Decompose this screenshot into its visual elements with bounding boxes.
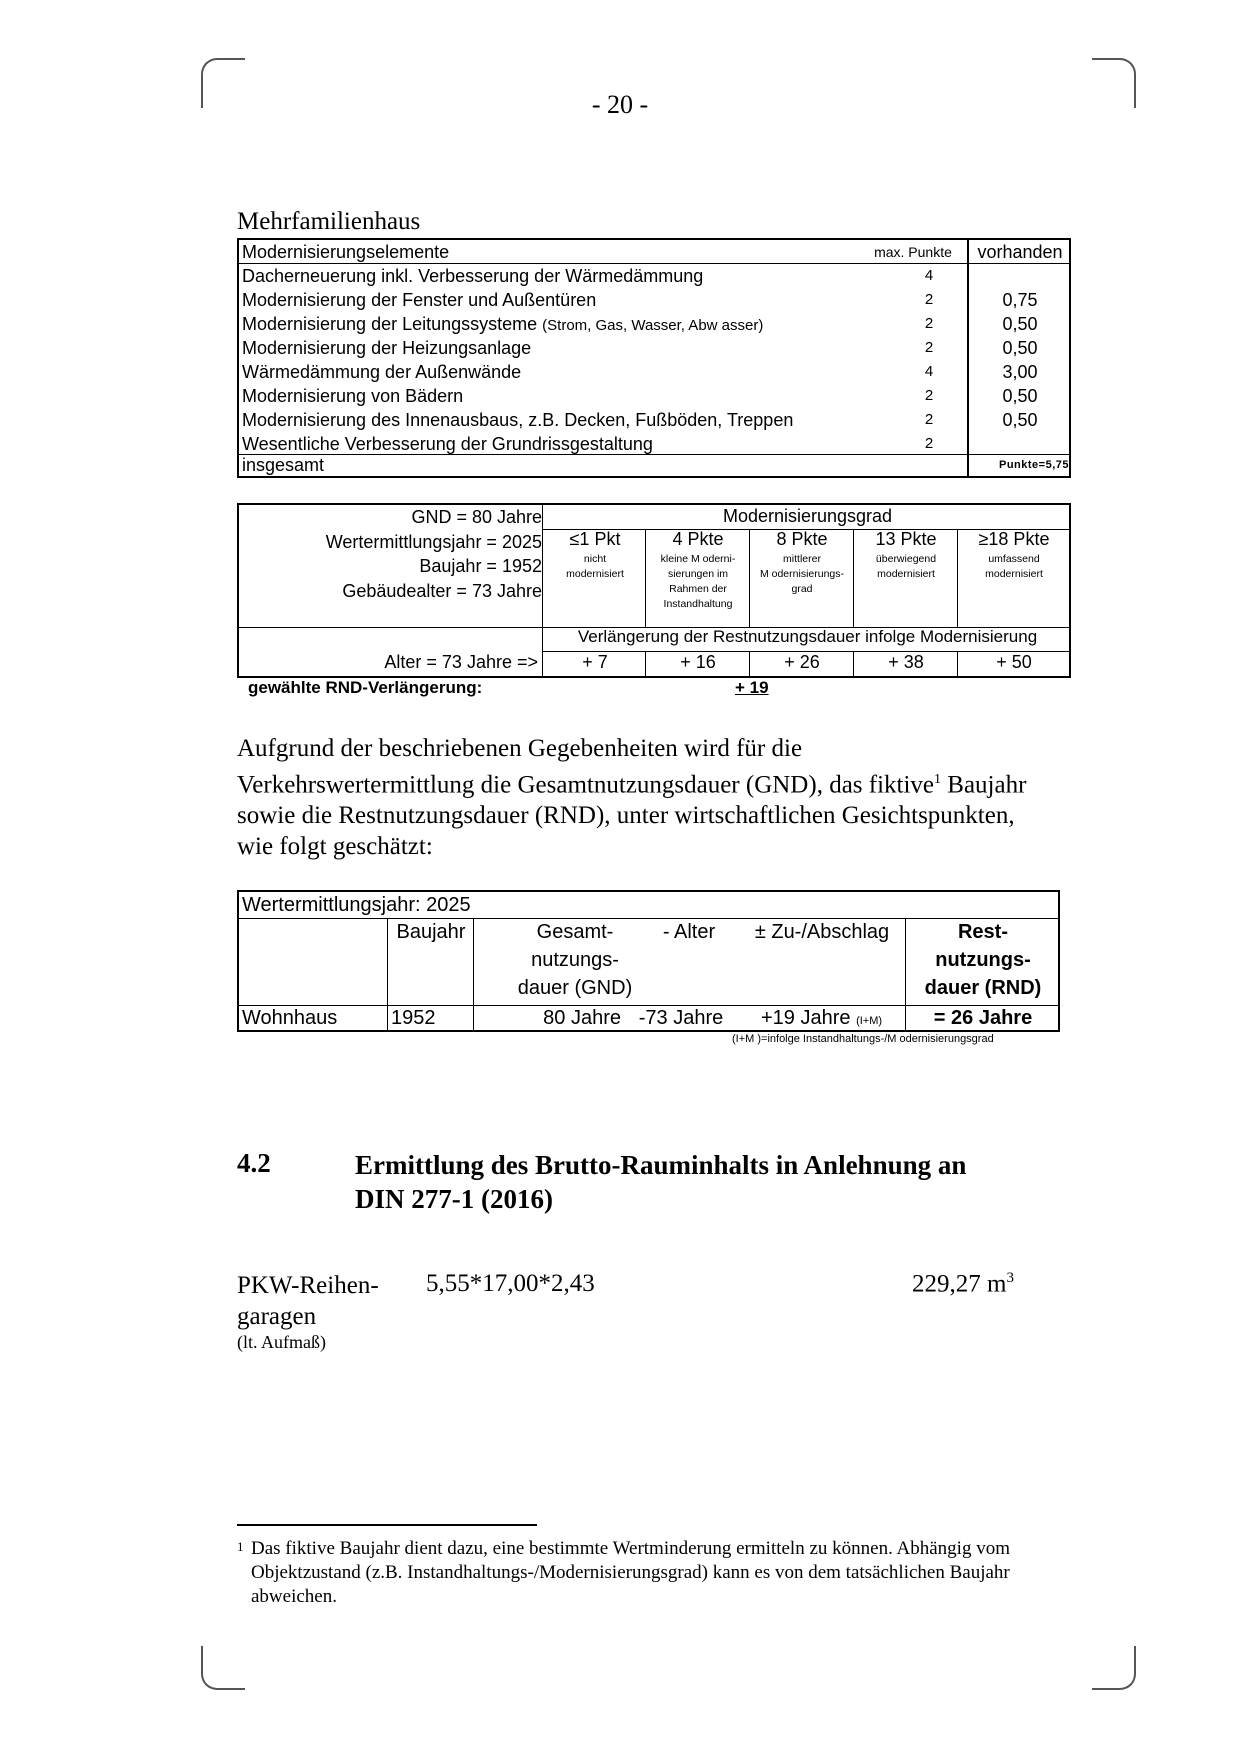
- header-gnd-line: nutzungs-: [531, 949, 619, 971]
- extension-value: + 16: [680, 652, 716, 672]
- header-rnd-line: dauer (RND): [924, 977, 1042, 999]
- level-desc-line: M odernisierungs-: [759, 568, 845, 580]
- level-desc-line: modernisiert: [566, 568, 624, 580]
- paragraph-text: Aufgrund der beschriebenen Gegebenheiten wird für die Verkehrswertermittlung die Gesamtnutzungsdauer (GND), das fiktive: [237, 735, 935, 799]
- total-row: [239, 453, 1069, 477]
- row-label: Wesentliche Verbesserung der Grundrissgestaltung: [242, 434, 653, 454]
- row-present: 0,50: [1002, 386, 1038, 406]
- section-number: 4.2: [237, 1148, 271, 1178]
- level-desc-line: grad: [791, 583, 813, 595]
- table-footnote: (I+M )=infolge Instandhaltungs-/M odernisierungsgrad: [732, 1033, 994, 1045]
- level-desc-line: überwiegend: [875, 553, 937, 565]
- level-desc-line: modernisiert: [985, 568, 1043, 580]
- calc-source: (lt. Aufmaß): [237, 1332, 326, 1352]
- header-rnd: [907, 918, 1059, 1002]
- row-max-points: 2: [924, 339, 934, 356]
- explanation-paragraph: [237, 733, 1037, 862]
- age-label: Alter = 73 Jahre =>: [384, 652, 538, 672]
- level-desc-line: kleine M oderni-: [660, 553, 736, 565]
- row-present: 0,75: [1002, 290, 1038, 310]
- extension-value: + 50: [996, 652, 1032, 672]
- level-points: ≤1 Pkt: [569, 529, 621, 549]
- level-desc-line: Instandhaltung: [663, 598, 733, 610]
- table-row: [239, 288, 1069, 312]
- building-info: [239, 505, 542, 603]
- building-type-title: Mehrfamilienhaus: [237, 208, 421, 235]
- total-points: Punkte=5,75: [998, 459, 1069, 471]
- chosen-extension-value: + 19: [735, 678, 769, 697]
- row-label: [242, 312, 763, 338]
- footnote-rule: [237, 1524, 537, 1526]
- info-building-age: Gebäudealter = 73 Jahre: [342, 580, 542, 601]
- level-points: 13 Pkte: [875, 529, 937, 549]
- section-title-line: Ermittlung des Brutto-Rauminhalts in Anlehnung an: [355, 1150, 967, 1180]
- level-description: [647, 552, 749, 612]
- row-gnd: 80 Jahre: [543, 1007, 621, 1029]
- column-divider: [749, 651, 750, 676]
- extension-value: + 38: [888, 652, 924, 672]
- section-title: [355, 1148, 1055, 1216]
- extension-value: + 7: [582, 652, 608, 672]
- calc-result-value: 229,27 m: [912, 1270, 1007, 1298]
- extension-title: Verlängerung der Restnutzungsdauer infolge Modernisierung: [577, 627, 1038, 646]
- footnote-marker: 1: [934, 772, 942, 787]
- row-present: 3,00: [1002, 362, 1038, 382]
- column-divider: [957, 651, 958, 676]
- header-baujahr: Baujahr: [396, 921, 466, 943]
- row-max-points: 2: [924, 291, 934, 308]
- footnote: [237, 1537, 1067, 1609]
- calc-label-line: PKW-Reihen-: [237, 1272, 379, 1299]
- row-label: Wärmedämmung der Außenwände: [242, 362, 522, 382]
- column-divider: [749, 529, 750, 627]
- header-rnd-line: nutzungs-: [935, 949, 1031, 971]
- row-adjustment: [761, 1004, 882, 1035]
- row-max-points: 2: [924, 387, 934, 404]
- chosen-extension-label: gewählte RND-Verlängerung:: [248, 678, 483, 697]
- header-max-points: max. Punkte: [874, 244, 952, 260]
- info-gnd: GND = 80 Jahre: [411, 507, 542, 527]
- header-age: - Alter: [662, 921, 716, 943]
- level-desc-line: modernisiert: [877, 568, 935, 580]
- row-baujahr: 1952: [391, 1007, 436, 1029]
- column-divider: [905, 918, 906, 1030]
- row-max-points: 4: [924, 363, 934, 380]
- valuation-year-title: Wertermittlungsjahr: 2025: [242, 894, 471, 916]
- column-divider: [853, 651, 854, 676]
- header-adjustment: ± Zu-/Abschlag: [754, 921, 890, 943]
- level-description: [544, 552, 646, 582]
- table-row: [239, 384, 1069, 408]
- column-divider: [957, 529, 958, 627]
- calc-result-unit-exponent: 3: [1006, 1270, 1014, 1286]
- column-divider: [473, 918, 474, 1030]
- row-adjustment-note: (I+M): [856, 1015, 883, 1027]
- header-present: vorhanden: [977, 242, 1063, 262]
- row-max-points: 4: [924, 267, 934, 284]
- crop-mark-bottom-left: [201, 1646, 245, 1690]
- modernization-degree-title: Modernisierungsgrad: [722, 506, 893, 526]
- total-label: insgesamt: [242, 455, 325, 475]
- level-desc-line: mittlerer: [783, 553, 821, 565]
- remaining-useful-life-table: [237, 890, 1060, 1032]
- row-present: 0,50: [1002, 314, 1038, 334]
- row-label: Modernisierung von Bädern: [242, 386, 464, 406]
- table-row: [239, 312, 1069, 336]
- row-label: Modernisierung der Fenster und Außentüren: [242, 290, 597, 310]
- row-present: 0,50: [1002, 410, 1038, 430]
- extension-value: + 26: [784, 652, 820, 672]
- section-title-line: DIN 277-1 (2016): [355, 1184, 553, 1214]
- info-valuation-year: Wertermittlungsjahr = 2025: [325, 531, 542, 552]
- level-desc-line: umfassend: [988, 553, 1040, 565]
- column-divider: [853, 529, 854, 627]
- row-present: 0,50: [1002, 338, 1038, 358]
- footnote-number: 1: [237, 1539, 244, 1554]
- header-rnd-line: Rest-: [957, 921, 1008, 943]
- calc-result: [912, 1270, 1014, 1298]
- row-label-note: (Strom, Gas, Wasser, Abw asser): [542, 317, 764, 334]
- level-description: [959, 552, 1069, 582]
- table-row: [239, 360, 1069, 384]
- row-max-points: 2: [924, 435, 934, 452]
- header-gnd-line: Gesamt-: [536, 921, 614, 943]
- calc-label: [237, 1270, 379, 1332]
- info-construction-year: Baujahr = 1952: [419, 556, 542, 576]
- column-divider: [387, 918, 388, 1030]
- level-description: [855, 552, 957, 582]
- row-label: Modernisierung der Heizungsanlage: [242, 338, 532, 358]
- modernization-points-table: [237, 238, 1071, 478]
- row-max-points: 2: [924, 411, 934, 428]
- level-desc-line: nicht: [583, 553, 607, 565]
- row-label-main: Modernisierung der Leitungssysteme: [242, 314, 538, 334]
- row-rnd: = 26 Jahre: [933, 1007, 1033, 1029]
- row-adjustment-value: +19 Jahre: [761, 1007, 851, 1029]
- row-label: Dacherneuerung inkl. Verbesserung der Wärmedämmung: [242, 266, 704, 286]
- calc-formula: 5,55*17,00*2,43: [426, 1270, 595, 1297]
- level-points: 4 Pkte: [672, 529, 724, 549]
- level-desc-line: Rahmen der: [669, 583, 727, 595]
- header-elements: Modernisierungselemente: [242, 242, 450, 262]
- row-label: Modernisierung des Innenausbaus, z.B. Decken, Fußböden, Treppen: [242, 410, 794, 430]
- table-row: [239, 408, 1069, 432]
- paragraph-text: Baujahr sowie die Restnutzungsdauer (RND), unter wirtschaftlichen Gesichtspunkten, wie folgt geschätzt:: [237, 771, 1027, 861]
- row-age: -73 Jahre: [638, 1007, 724, 1029]
- modernization-degree-table: [237, 503, 1071, 678]
- level-description: [751, 552, 853, 597]
- level-points: ≥18 Pkte: [978, 529, 1050, 549]
- row-max-points: 2: [924, 315, 934, 332]
- table-row: [239, 264, 1069, 288]
- footnote-text: Das fiktive Baujahr dient dazu, eine bestimmte Wertminderung ermitteln zu können. Abhängig vom Objektzustand (z.B. Instandhaltungs-/Modernisierungsgrad) kann es von dem tatsächlichen Baujahr abweichen.: [251, 1538, 1010, 1607]
- level-desc-line: sierungen im: [667, 568, 729, 580]
- header-gnd-line: dauer (GND): [517, 977, 633, 999]
- level-points: 8 Pkte: [776, 529, 828, 549]
- row-building-name: Wohnhaus: [242, 1007, 338, 1029]
- crop-mark-bottom-right: [1092, 1646, 1136, 1690]
- table-row: [239, 336, 1069, 360]
- page-number: - 20 -: [591, 90, 649, 119]
- table-header-row: [239, 240, 1069, 264]
- calc-label-line: garagen: [237, 1303, 317, 1330]
